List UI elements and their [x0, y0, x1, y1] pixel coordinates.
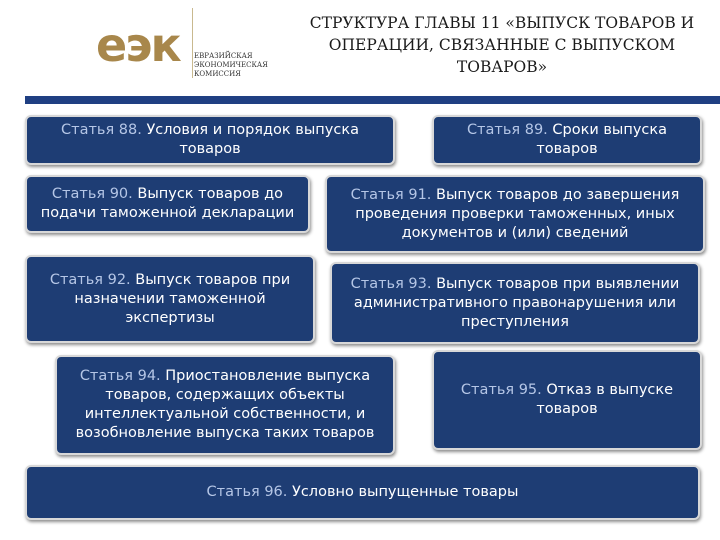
- article-text: Выпуск товаров при назначении таможенной экспертизы: [74, 271, 291, 326]
- article-text: Условия и порядок выпуска товаров: [141, 122, 359, 157]
- article-text: Выпуск товаров при выявлении административного правонарушения или преступления: [353, 275, 680, 330]
- article-ref: Статья 96.: [206, 484, 288, 500]
- article-93-box: [330, 262, 700, 344]
- article-ref: Статья 92.: [49, 271, 131, 288]
- article-88-box: [25, 115, 395, 165]
- article-ref: Статья 95.: [460, 382, 542, 398]
- article-ref: Статья 89.: [466, 122, 548, 138]
- article-89-box: [432, 115, 702, 165]
- logo-mark: еэк: [96, 18, 180, 72]
- article-text: Приостановление выпуска товаров, содержащих объекты интеллектуальной собственности, и возобновление выпуска таких товаров: [75, 368, 375, 441]
- article-94-box: [55, 355, 395, 455]
- article-text: Сроки выпуска товаров: [536, 122, 668, 157]
- eec-logo: [96, 18, 180, 72]
- logo-subtitle-line: ЕВРАЗИЙСКАЯ: [194, 52, 253, 60]
- article-text: Выпуск товаров до подачи таможенной декларации: [40, 186, 295, 221]
- article-text: Выпуск товаров до завершения проведения проверки таможенных, иных документов и (или) сведений: [355, 186, 680, 241]
- article-90-box: [25, 175, 310, 233]
- article-ref: Статья 90.: [51, 186, 133, 202]
- article-ref: Статья 88.: [61, 122, 142, 138]
- article-96-box: [25, 465, 700, 520]
- article-text: Условно выпущенные товары: [287, 484, 519, 500]
- logo-subtitle-line: ЭКОНОМИЧЕСКАЯ: [194, 61, 268, 69]
- logo-subtitle-line: КОМИССИЯ: [194, 70, 241, 78]
- logo-subtitle: [194, 52, 274, 79]
- logo-divider: [192, 8, 193, 78]
- article-95-box: [432, 350, 702, 450]
- article-ref: Статья 91.: [350, 186, 432, 203]
- article-92-box: [25, 255, 315, 343]
- article-91-box: [325, 175, 705, 253]
- slide-title: СТРУКТУРА ГЛАВЫ 11 «ВЫПУСК ТОВАРОВ И ОПЕРАЦИИ, СВЯЗАННЫЕ С ВЫПУСКОМ ТОВАРОВ»: [309, 14, 695, 76]
- header-band: [25, 96, 720, 104]
- article-ref: Статья 94.: [79, 368, 161, 384]
- article-text: Отказ в выпуске товаров: [536, 382, 674, 417]
- article-ref: Статья 93.: [350, 275, 432, 292]
